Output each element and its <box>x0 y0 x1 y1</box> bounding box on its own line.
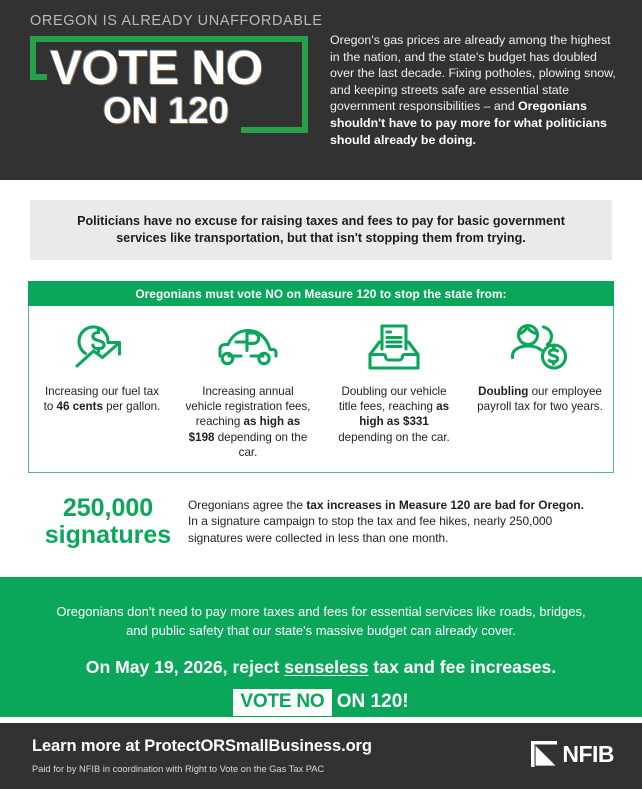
cta-headline-part2: tax and fee increases. <box>368 657 557 677</box>
bracket-bottom-segment <box>241 127 308 133</box>
cta-headline-underlined-word: senseless <box>284 657 369 677</box>
header-paragraph-lead: Oregon's gas prices are already among the highest in the nation, and the state's budget has doubled over the last decade. Fixing potholes, plowing snow, and keeping streets safe are essential state government responsibilities – and <box>330 33 616 114</box>
signatures-copy-part2: In a signature campaign to stop the tax and fee hikes, nearly 250,000 signatures were collected in less than one month. <box>188 514 553 545</box>
impact-caption-payroll-tax <box>477 384 603 414</box>
cta-vote-line <box>45 689 597 716</box>
measure-impacts-box-header <box>28 281 614 306</box>
signatures-copy <box>188 489 614 546</box>
cta-supporting-copy: Oregonians don't need to pay more taxes and fees for essential services like roads, bridges, and public safety that our state's massive budget can already cover. <box>56 604 586 638</box>
vote-no-logo-block <box>28 36 310 140</box>
nfib-logo <box>531 741 614 767</box>
impact-caption-registration-part1: Increasing annual vehicle registration fees, reaching <box>185 385 311 429</box>
car-registration-icon <box>215 318 281 376</box>
impact-item-fuel-tax <box>29 318 175 471</box>
header-paragraph-emphasis: Oregonians shouldn't have to pay more for what politicians should already be doing. <box>330 99 607 147</box>
footer-banner <box>0 723 642 789</box>
impact-item-registration <box>175 318 321 471</box>
signatures-count-label: signatures <box>44 521 172 549</box>
impact-item-title-fees <box>321 318 467 471</box>
impact-caption-title-fees-part1: Doubling our vehicle title fees, reaching <box>338 385 447 414</box>
signatures-copy-bold: tax increases in Measure 120 are bad for Oregon. <box>306 498 584 512</box>
header-banner <box>0 0 642 180</box>
footer-disclaimer: Paid for by NFIB in coordination with Right to Vote on the Gas Tax PAC <box>32 764 325 774</box>
header-eyebrow: OREGON IS ALREADY UNAFFORDABLE <box>30 13 323 29</box>
signatures-count-number: 250,000 <box>62 494 154 522</box>
measure-impacts-row <box>29 306 613 471</box>
impact-caption-payroll-tax-part2: our employee payroll tax for two years. <box>477 385 603 414</box>
measure-impacts-box-header-text: Oregonians must vote NO on Measure 120 to stop the state from: <box>135 286 507 301</box>
impact-caption-title-fees-part2: depending on the car. <box>338 430 450 444</box>
impact-caption-fuel-tax-part1: Increasing our fuel tax to <box>43 385 160 414</box>
impact-caption-title-fees <box>331 384 457 445</box>
bracket-left-foot-segment <box>30 74 47 80</box>
signatures-section <box>28 489 614 561</box>
cta-vote-suffix: ON 120! <box>331 691 409 712</box>
dollar-growth-icon <box>72 318 132 376</box>
cta-headline-part1: On May 19, 2026, reject <box>85 657 285 677</box>
measure-impacts-box <box>28 281 614 473</box>
cta-vote-no-chip: VOTE NO <box>233 689 331 716</box>
signatures-count <box>28 489 188 549</box>
footer-website-link[interactable]: Learn more at ProtectORSmallBusiness.org <box>32 737 372 755</box>
payroll-people-dollar-icon <box>509 318 571 376</box>
header-paragraph <box>330 32 620 148</box>
impact-caption-fuel-tax-bold: 46 cents <box>56 400 103 414</box>
cta-headline <box>45 655 597 679</box>
impact-caption-registration-bold: as high as $198 <box>188 415 301 444</box>
impact-caption-registration <box>185 384 311 460</box>
document-tray-icon <box>365 318 423 376</box>
nfib-wordmark: NFIB <box>562 740 614 767</box>
impact-caption-payroll-tax-bold: Doubling <box>478 385 529 398</box>
call-to-action-band <box>0 577 642 717</box>
impact-caption-title-fees-bold: as high as $331 <box>359 400 450 429</box>
bracket-right-segment <box>302 36 308 133</box>
impact-caption-registration-part2: depending on the car. <box>214 430 308 459</box>
impact-caption-fuel-tax <box>39 384 165 414</box>
grey-callout-panel <box>30 200 612 260</box>
grey-callout-text: Politicians have no excuse for raising taxes and fees to pay for basic government services like transportation, but that isn't stopping them from trying. <box>77 214 565 245</box>
nfib-triangle-mark-icon <box>531 741 557 767</box>
impact-caption-fuel-tax-part2: per gallon. <box>102 400 161 414</box>
signatures-copy-part1: Oregonians agree the <box>188 498 307 512</box>
vote-no-headline: VOTE NO <box>50 42 263 95</box>
on-120-headline: ON 120 <box>103 90 229 131</box>
impact-item-payroll-tax <box>467 318 613 471</box>
